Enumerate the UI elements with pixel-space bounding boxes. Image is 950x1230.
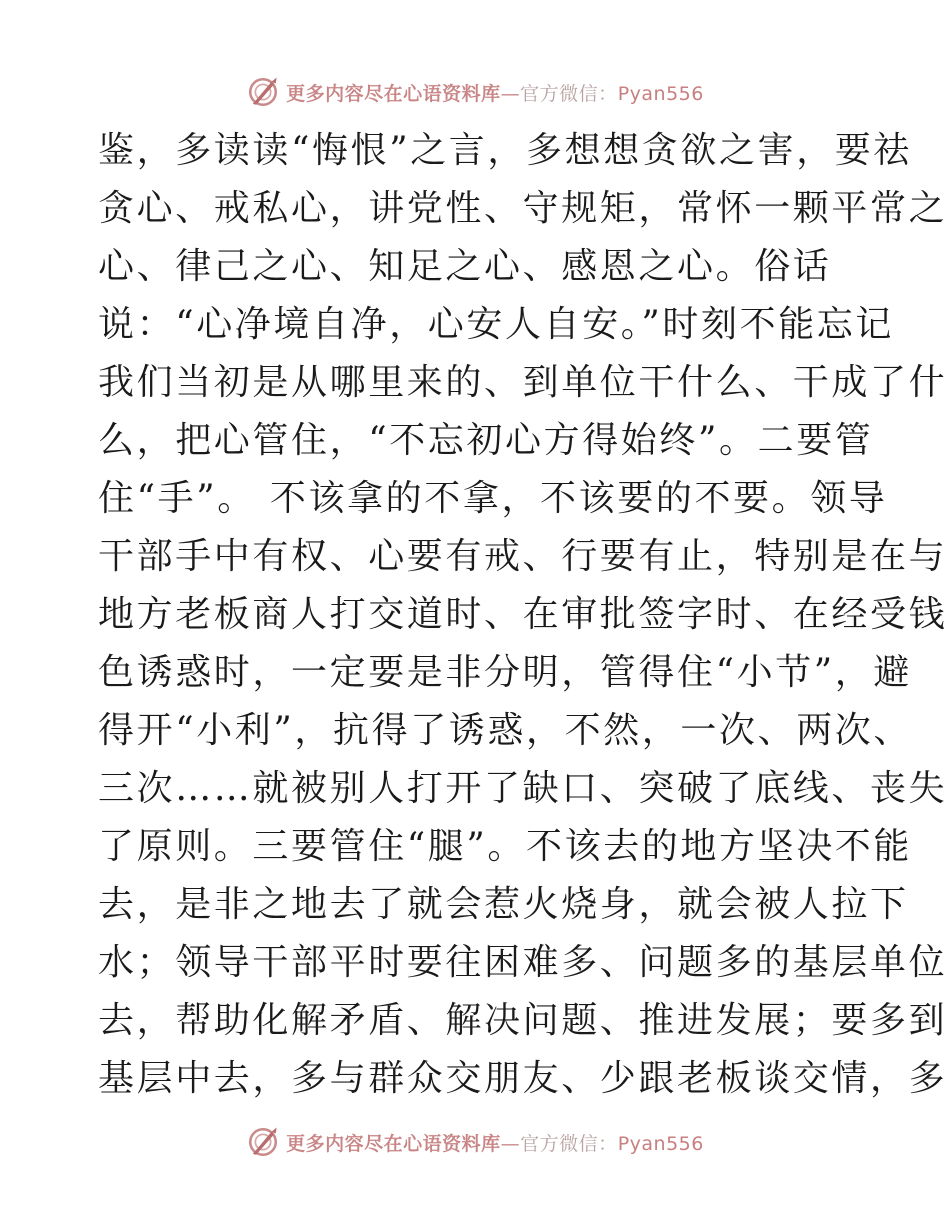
text-line: 基层中去，多与群众交朋友、少跟老板谈交情，多: [98, 1058, 948, 1099]
watermark-id: Pyan556: [617, 82, 704, 105]
text-line: 地方老板商人打交道时、在审批签字时、在经受钱: [98, 594, 948, 635]
quill-logo-icon: [246, 1125, 280, 1159]
watermark-separator: —: [500, 82, 521, 105]
text-line: 色诱惑时，一定要是非分明，管得住“小节”，避: [98, 652, 913, 693]
watermark-brand: 更多内容尽在心语资料库: [286, 82, 501, 105]
text-line: 心、律己之心、知足之心、感恩之心。俗话: [98, 246, 832, 287]
header-watermark: [0, 72, 950, 112]
document-body: [98, 122, 948, 1108]
text-line: 鉴，多读读“悔恨”之言，多想想贪欲之害，要祛: [98, 130, 913, 171]
text-line: 水；领导干部平时要往困难多、问题多的基层单位: [98, 942, 948, 983]
text-line: 贪心、戒私心，讲党性、守规矩，常怀一颗平常之: [98, 188, 948, 229]
text-line: 干部手中有权、心要有戒、行要有止，特别是在与: [98, 536, 948, 577]
text-line: 去，帮助化解矛盾、解决问题、推进发展；要多到: [98, 1000, 948, 1041]
text-line: 说：“心净境自净，心安人自安。”时刻不能忘记: [98, 304, 895, 345]
text-line: 我们当初是从哪里来的、到单位干什么、干成了什: [98, 362, 948, 403]
text-line: 么，把心管住，“不忘初心方得始终”。二要管: [98, 420, 874, 461]
watermark-official: 官方微信：: [520, 82, 618, 105]
watermark-separator: —: [500, 1132, 521, 1155]
text-line: 三次……就被别人打开了缺口、突破了底线、丧失: [98, 768, 948, 809]
text-line: 得开“小利”，抗得了诱惑，不然，一次、两次、: [98, 710, 913, 751]
watermark-official: 官方微信：: [520, 1132, 618, 1155]
footer-watermark: [0, 1122, 950, 1162]
text-line: 了原则。三要管住“腿”。不该去的地方坚决不能: [98, 826, 913, 867]
text-line: 去，是非之地去了就会惹火烧身，就会被人拉下: [98, 884, 909, 925]
quill-logo-icon: [246, 75, 280, 109]
watermark-id: Pyan556: [617, 1132, 704, 1155]
watermark-brand: 更多内容尽在心语资料库: [286, 1132, 501, 1155]
text-line: 住“手”。 不该拿的不拿，不该要的不要。领导: [98, 478, 888, 519]
